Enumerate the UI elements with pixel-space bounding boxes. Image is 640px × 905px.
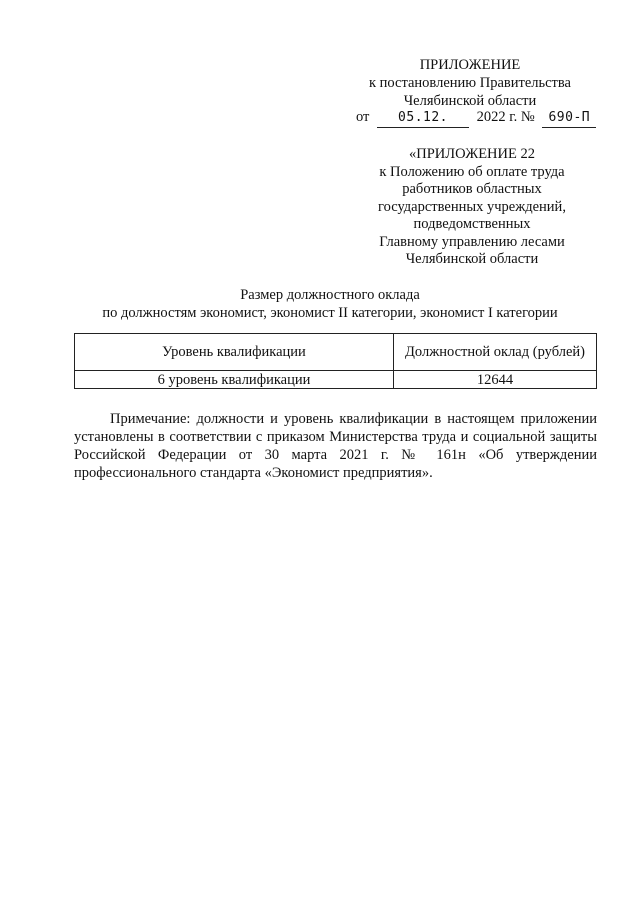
appendix22-line: подведомственных [413,216,531,232]
cell-salary: 12644 [394,371,597,389]
appendix22-header [350,146,594,269]
decree-year-text: 2022 г. № [476,109,535,125]
note-text: Примечание: должности и уровень квалификации в настоящем приложении установлены в соответствии с приказом Министерства труда и социальной защиты Российской Федерации от 30 марта 2021 г. № 161н «Об утверждении профессионального стандарта «Экономист предприятия». [74,411,597,481]
document-title-line-1: Размер должностного оклада [240,287,420,303]
document-title-line-2: по должностям экономист, экономист II категории, экономист I категории [102,304,558,321]
appendix22-line: работников областных [402,181,542,197]
appendix-line-1: к постановлению Правительства [369,75,571,91]
appendix-title: ПРИЛОЖЕНИЕ [419,57,521,73]
cell-qualification-level: 6 уровень квалификации [75,371,394,389]
appendix22-line: Челябинской области [405,251,539,267]
appendix-header [340,56,600,110]
note-block [74,410,597,482]
salary-table [74,333,597,389]
header-salary: Должностной оклад (рублей) [394,334,597,371]
table-header-row [75,334,597,371]
appendix22-line: Главному управлению лесами [379,233,565,250]
appendix-line-2: Челябинской области [403,93,537,109]
table-row [75,371,597,389]
appendix22-title: «ПРИЛОЖЕНИЕ 22 [409,146,535,162]
decree-number-field: 690-П [542,109,596,128]
date-prefix: от [356,109,370,125]
header-qualification-level: Уровень квалификации [75,334,394,371]
decree-date-line [356,108,596,128]
appendix22-line: государственных учреждений, [378,198,566,215]
document-title [40,287,620,322]
decree-date-field: 05.12. [377,109,469,128]
appendix22-line: к Положению об оплате труда [379,163,565,180]
